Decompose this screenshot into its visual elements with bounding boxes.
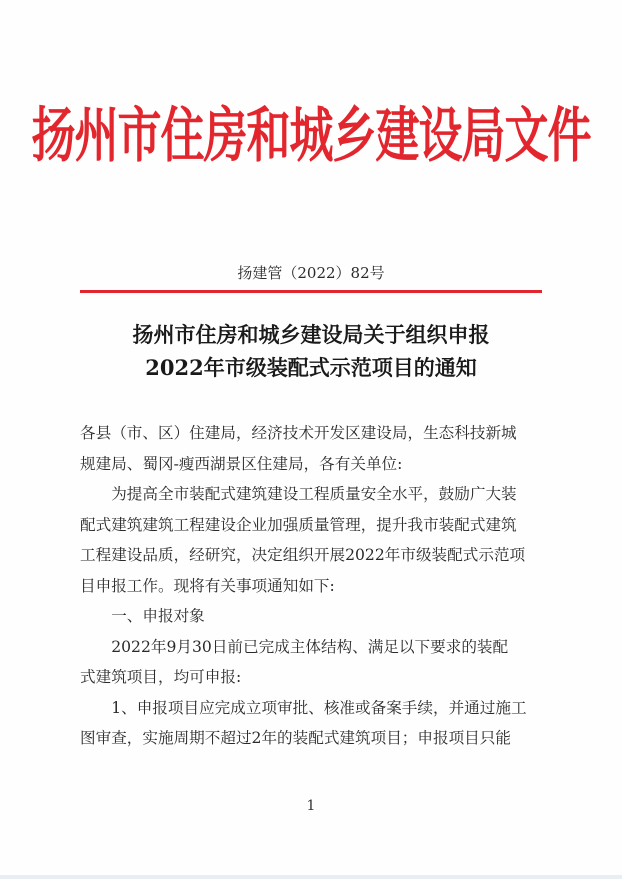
paragraph1-line4: 目申报工作。现将有关事项通知如下: xyxy=(80,576,335,595)
page-number: 1 xyxy=(306,798,316,814)
addressee-line2: 规建局、蜀冈-瘦西湖景区住建局，各有关单位: xyxy=(80,454,403,473)
document-body xyxy=(80,418,552,754)
masthead-title: 扬州市住房和城乡建设局文件 xyxy=(31,102,591,171)
bottom-edge xyxy=(0,875,622,879)
item1-line1: 1、申报项目应完成立项审批、核准或备案手续，并通过施工 xyxy=(111,698,527,717)
section1-para-line2: 式建筑项目，均可申报: xyxy=(80,668,242,686)
notice-title-line1: 扬州市住房和城乡建设局关于组织申报 xyxy=(132,322,490,347)
paragraph1-line2: 配式建筑建筑工程建设企业加强质量管理，提升我市装配式建筑 xyxy=(80,515,517,534)
notice-title xyxy=(0,318,622,384)
paragraph1-line1: 为提高全市装配式建筑建设工程质量安全水平，鼓励广大装 xyxy=(111,485,517,503)
section1-para-line1: 2022年9月30日前已完成主体结构、满足以下要求的装配 xyxy=(111,637,509,656)
section1-heading: 一、申报对象 xyxy=(111,607,205,625)
item1-line2: 图审查，实施周期不超过2年的装配式建筑项目；申报项目只能 xyxy=(80,729,511,747)
document-number: 扬建管（2022）82号 xyxy=(237,264,385,282)
red-divider xyxy=(80,290,542,293)
notice-title-line2: 2022年市级装配式示范项目的通知 xyxy=(145,355,477,380)
addressee-line1: 各县（市、区）住建局，经济技术开发区建设局，生态科技新城 xyxy=(80,424,517,442)
paragraph1-line3: 工程建设品质，经研究，决定组织开展2022年市级装配式示范项 xyxy=(80,546,526,564)
